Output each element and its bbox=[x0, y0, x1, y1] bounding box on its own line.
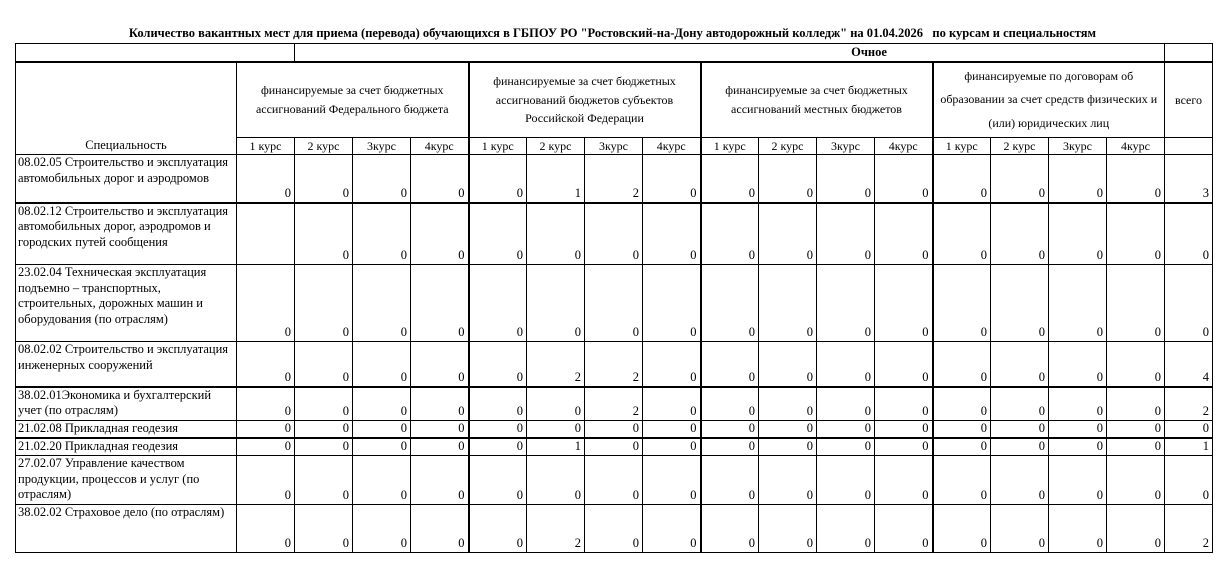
funding-group-local: финансируемые за счет бюджетных ассигнований местных бюджетов bbox=[701, 62, 933, 138]
value-cell: 0 bbox=[1107, 438, 1165, 456]
total-value-cell: 0 bbox=[1165, 265, 1213, 342]
value-cell: 0 bbox=[991, 421, 1049, 439]
value-cell: 0 bbox=[701, 505, 759, 553]
value-cell: 0 bbox=[1049, 438, 1107, 456]
course-header: 2 курс bbox=[759, 138, 817, 155]
value-cell: 0 bbox=[817, 438, 875, 456]
value-cell: 0 bbox=[991, 265, 1049, 342]
value-cell: 0 bbox=[1107, 387, 1165, 421]
value-cell: 0 bbox=[759, 203, 817, 265]
course-header: 3курс bbox=[585, 138, 643, 155]
value-cell: 0 bbox=[643, 265, 701, 342]
value-cell: 0 bbox=[643, 387, 701, 421]
value-cell: 0 bbox=[469, 505, 527, 553]
value-cell: 0 bbox=[701, 438, 759, 456]
total-value-cell: 4 bbox=[1165, 342, 1213, 387]
value-cell: 0 bbox=[527, 265, 585, 342]
value-cell: 2 bbox=[527, 505, 585, 553]
vacancy-table bbox=[15, 43, 1213, 553]
specialty-name-cell: 08.02.02 Строительство и эксплуатация инженерных сооружений bbox=[16, 342, 237, 387]
value-cell: 0 bbox=[527, 456, 585, 505]
value-cell: 0 bbox=[759, 438, 817, 456]
value-cell: 0 bbox=[817, 342, 875, 387]
value-cell: 0 bbox=[469, 421, 527, 439]
value-cell: 0 bbox=[1107, 421, 1165, 439]
specialty-name-cell: 27.02.07 Управление качеством продукции, процессов и услуг (по отраслям) bbox=[16, 456, 237, 505]
value-cell: 0 bbox=[237, 265, 295, 342]
value-cell: 0 bbox=[527, 387, 585, 421]
value-cell: 0 bbox=[643, 421, 701, 439]
total-value-cell: 0 bbox=[1165, 203, 1213, 265]
value-cell: 0 bbox=[875, 387, 933, 421]
value-cell: 0 bbox=[353, 342, 411, 387]
education-form-row bbox=[16, 44, 1213, 63]
value-cell: 0 bbox=[875, 155, 933, 203]
value-cell: 0 bbox=[701, 456, 759, 505]
value-cell: 0 bbox=[469, 265, 527, 342]
value-cell: 0 bbox=[875, 456, 933, 505]
value-cell: 0 bbox=[991, 155, 1049, 203]
value-cell: 0 bbox=[527, 203, 585, 265]
course-header: 3курс bbox=[353, 138, 411, 155]
value-cell: 0 bbox=[643, 342, 701, 387]
value-cell: 0 bbox=[875, 505, 933, 553]
value-cell: 0 bbox=[295, 456, 353, 505]
value-cell: 0 bbox=[411, 155, 469, 203]
value-cell: 0 bbox=[991, 342, 1049, 387]
course-header: 1 курс bbox=[237, 138, 295, 155]
value-cell: 0 bbox=[817, 456, 875, 505]
value-cell: 0 bbox=[469, 438, 527, 456]
table-row bbox=[16, 387, 1213, 421]
value-cell: 0 bbox=[875, 342, 933, 387]
value-cell: 2 bbox=[585, 342, 643, 387]
value-cell: 0 bbox=[933, 387, 991, 421]
value-cell: 0 bbox=[643, 203, 701, 265]
value-cell: 0 bbox=[1049, 203, 1107, 265]
total-value-cell: 2 bbox=[1165, 387, 1213, 421]
course-header: 4курс bbox=[643, 138, 701, 155]
specialty-name-cell: 08.02.12 Строительство и эксплуатация автомобильных дорог, аэродромов и городских путей сообщения bbox=[16, 203, 237, 265]
value-cell: 0 bbox=[411, 438, 469, 456]
value-cell: 0 bbox=[585, 505, 643, 553]
course-header: 3курс bbox=[817, 138, 875, 155]
course-header: 2 курс bbox=[991, 138, 1049, 155]
value-cell: 0 bbox=[1049, 265, 1107, 342]
course-header: 4курс bbox=[875, 138, 933, 155]
value-cell: 0 bbox=[933, 438, 991, 456]
value-cell: 0 bbox=[469, 155, 527, 203]
document-title: Количество вакантных мест для приема (перевода) обучающихся в ГБПОУ РО "Ростовский-на-Дону автодорожный колледж" на 01.04.2026 по курсам и специальностям bbox=[128, 26, 1097, 40]
education-form-header: Очное bbox=[295, 44, 1165, 63]
value-cell: 0 bbox=[411, 456, 469, 505]
value-cell: 0 bbox=[643, 155, 701, 203]
funding-group-regional: финансируемые за счет бюджетных ассигнований бюджетов субъектов Российской Федерации bbox=[469, 62, 701, 138]
value-cell: 0 bbox=[643, 505, 701, 553]
value-cell: 0 bbox=[933, 456, 991, 505]
value-cell: 0 bbox=[585, 456, 643, 505]
value-cell: 0 bbox=[701, 265, 759, 342]
value-cell: 0 bbox=[353, 505, 411, 553]
value-cell: 0 bbox=[817, 505, 875, 553]
value-cell: 0 bbox=[1049, 387, 1107, 421]
value-cell: 0 bbox=[411, 505, 469, 553]
table-row bbox=[16, 342, 1213, 387]
table-row bbox=[16, 505, 1213, 553]
value-cell: 0 bbox=[701, 387, 759, 421]
table-row bbox=[16, 438, 1213, 456]
funding-groups-row bbox=[16, 62, 1213, 138]
value-cell: 0 bbox=[585, 438, 643, 456]
value-cell: 0 bbox=[353, 265, 411, 342]
value-cell: 0 bbox=[295, 155, 353, 203]
value-cell: 0 bbox=[1107, 265, 1165, 342]
specialty-column-header: Специальность bbox=[16, 62, 237, 155]
value-cell: 0 bbox=[1049, 505, 1107, 553]
funding-group-federal: финансируемые за счет бюджетных ассигнований Федерального бюджета bbox=[237, 62, 469, 138]
value-cell: 0 bbox=[411, 387, 469, 421]
value-cell: 2 bbox=[585, 155, 643, 203]
value-cell: 0 bbox=[1049, 456, 1107, 505]
value-cell: 0 bbox=[817, 387, 875, 421]
value-cell: 0 bbox=[411, 203, 469, 265]
specialty-name-cell: 38.02.02 Страховое дело (по отраслям) bbox=[16, 505, 237, 553]
value-cell: 0 bbox=[295, 342, 353, 387]
value-cell: 0 bbox=[585, 203, 643, 265]
value-cell bbox=[237, 203, 295, 265]
value-cell: 0 bbox=[295, 438, 353, 456]
value-cell: 0 bbox=[701, 155, 759, 203]
value-cell: 0 bbox=[469, 203, 527, 265]
value-cell: 2 bbox=[527, 342, 585, 387]
total-value-cell: 1 bbox=[1165, 438, 1213, 456]
value-cell: 0 bbox=[411, 265, 469, 342]
value-cell: 0 bbox=[643, 456, 701, 505]
value-cell: 1 bbox=[527, 438, 585, 456]
value-cell: 0 bbox=[759, 265, 817, 342]
value-cell: 0 bbox=[295, 421, 353, 439]
total-value-cell: 2 bbox=[1165, 505, 1213, 553]
value-cell: 0 bbox=[1049, 342, 1107, 387]
empty-corner-cell bbox=[16, 44, 295, 63]
specialty-name-cell: 21.02.20 Прикладная геодезия bbox=[16, 438, 237, 456]
value-cell: 0 bbox=[237, 387, 295, 421]
value-cell: 0 bbox=[817, 203, 875, 265]
value-cell: 0 bbox=[1049, 421, 1107, 439]
value-cell: 0 bbox=[933, 421, 991, 439]
table-row bbox=[16, 155, 1213, 203]
course-header: 2 курс bbox=[295, 138, 353, 155]
value-cell: 0 bbox=[759, 421, 817, 439]
value-cell: 0 bbox=[353, 421, 411, 439]
funding-group-contract: финансируемые по договорам об образовании за счет средств физических и (или) юридических лиц bbox=[933, 62, 1165, 138]
value-cell: 0 bbox=[295, 265, 353, 342]
value-cell: 0 bbox=[237, 456, 295, 505]
value-cell: 0 bbox=[875, 265, 933, 342]
value-cell: 0 bbox=[237, 421, 295, 439]
value-cell: 0 bbox=[991, 505, 1049, 553]
value-cell: 0 bbox=[759, 155, 817, 203]
value-cell: 0 bbox=[933, 203, 991, 265]
course-header: 1 курс bbox=[469, 138, 527, 155]
value-cell: 0 bbox=[991, 387, 1049, 421]
specialty-name-cell: 38.02.01Экономика и бухгалтерский учет (по отраслям) bbox=[16, 387, 237, 421]
value-cell: 0 bbox=[1107, 456, 1165, 505]
value-cell: 0 bbox=[411, 421, 469, 439]
value-cell: 0 bbox=[1107, 342, 1165, 387]
value-cell: 0 bbox=[759, 505, 817, 553]
total-value-cell: 3 bbox=[1165, 155, 1213, 203]
value-cell: 0 bbox=[933, 342, 991, 387]
value-cell: 0 bbox=[875, 421, 933, 439]
value-cell: 0 bbox=[237, 342, 295, 387]
value-cell: 0 bbox=[701, 203, 759, 265]
value-cell: 0 bbox=[875, 203, 933, 265]
value-cell: 0 bbox=[237, 438, 295, 456]
course-header: 4курс bbox=[411, 138, 469, 155]
value-cell: 0 bbox=[759, 387, 817, 421]
value-cell: 0 bbox=[237, 155, 295, 203]
total-value-cell: 0 bbox=[1165, 456, 1213, 505]
value-cell: 0 bbox=[759, 456, 817, 505]
course-header: 3курс bbox=[1049, 138, 1107, 155]
value-cell: 0 bbox=[991, 456, 1049, 505]
value-cell: 0 bbox=[353, 387, 411, 421]
value-cell: 0 bbox=[469, 456, 527, 505]
value-cell: 0 bbox=[1107, 155, 1165, 203]
value-cell: 0 bbox=[353, 203, 411, 265]
value-cell: 0 bbox=[585, 421, 643, 439]
value-cell: 0 bbox=[875, 438, 933, 456]
value-cell: 0 bbox=[643, 438, 701, 456]
value-cell: 0 bbox=[469, 342, 527, 387]
value-cell: 0 bbox=[1107, 203, 1165, 265]
course-header: 1 курс bbox=[933, 138, 991, 155]
empty-total-top-cell bbox=[1165, 44, 1213, 63]
value-cell: 0 bbox=[237, 505, 295, 553]
value-cell: 0 bbox=[295, 387, 353, 421]
value-cell: 0 bbox=[817, 265, 875, 342]
value-cell: 0 bbox=[353, 155, 411, 203]
value-cell: 0 bbox=[933, 155, 991, 203]
value-cell: 0 bbox=[991, 438, 1049, 456]
value-cell: 0 bbox=[817, 155, 875, 203]
specialty-name-cell: 08.02.05 Строительство и эксплуатация автомобильных дорог и аэродромов bbox=[16, 155, 237, 203]
value-cell: 0 bbox=[759, 342, 817, 387]
value-cell: 0 bbox=[1107, 505, 1165, 553]
value-cell: 0 bbox=[295, 505, 353, 553]
table-row bbox=[16, 203, 1213, 265]
table-row bbox=[16, 456, 1213, 505]
value-cell: 0 bbox=[933, 505, 991, 553]
value-cell: 0 bbox=[1049, 155, 1107, 203]
value-cell: 2 bbox=[585, 387, 643, 421]
value-cell: 0 bbox=[991, 203, 1049, 265]
value-cell: 0 bbox=[295, 203, 353, 265]
total-value-cell: 0 bbox=[1165, 421, 1213, 439]
value-cell: 0 bbox=[585, 265, 643, 342]
value-cell: 0 bbox=[411, 342, 469, 387]
value-cell: 0 bbox=[527, 421, 585, 439]
course-header: 2 курс bbox=[527, 138, 585, 155]
table-row bbox=[16, 265, 1213, 342]
value-cell: 0 bbox=[469, 387, 527, 421]
course-header: 1 курс bbox=[701, 138, 759, 155]
value-cell: 0 bbox=[701, 421, 759, 439]
specialty-rows bbox=[16, 155, 1213, 553]
specialty-name-cell: 23.02.04 Техническая эксплуатация подъемно – транспортных, строительных, дорожных машин и оборудования (по отраслям) bbox=[16, 265, 237, 342]
total-column-header: всего bbox=[1165, 62, 1213, 138]
value-cell: 0 bbox=[353, 456, 411, 505]
value-cell: 0 bbox=[701, 342, 759, 387]
table-row bbox=[16, 421, 1213, 439]
specialty-name-cell: 21.02.08 Прикладная геодезия bbox=[16, 421, 237, 439]
value-cell: 1 bbox=[527, 155, 585, 203]
empty-under-total-cell bbox=[1165, 138, 1213, 155]
value-cell: 0 bbox=[353, 438, 411, 456]
value-cell: 0 bbox=[933, 265, 991, 342]
value-cell: 0 bbox=[817, 421, 875, 439]
course-header: 4курс bbox=[1107, 138, 1165, 155]
